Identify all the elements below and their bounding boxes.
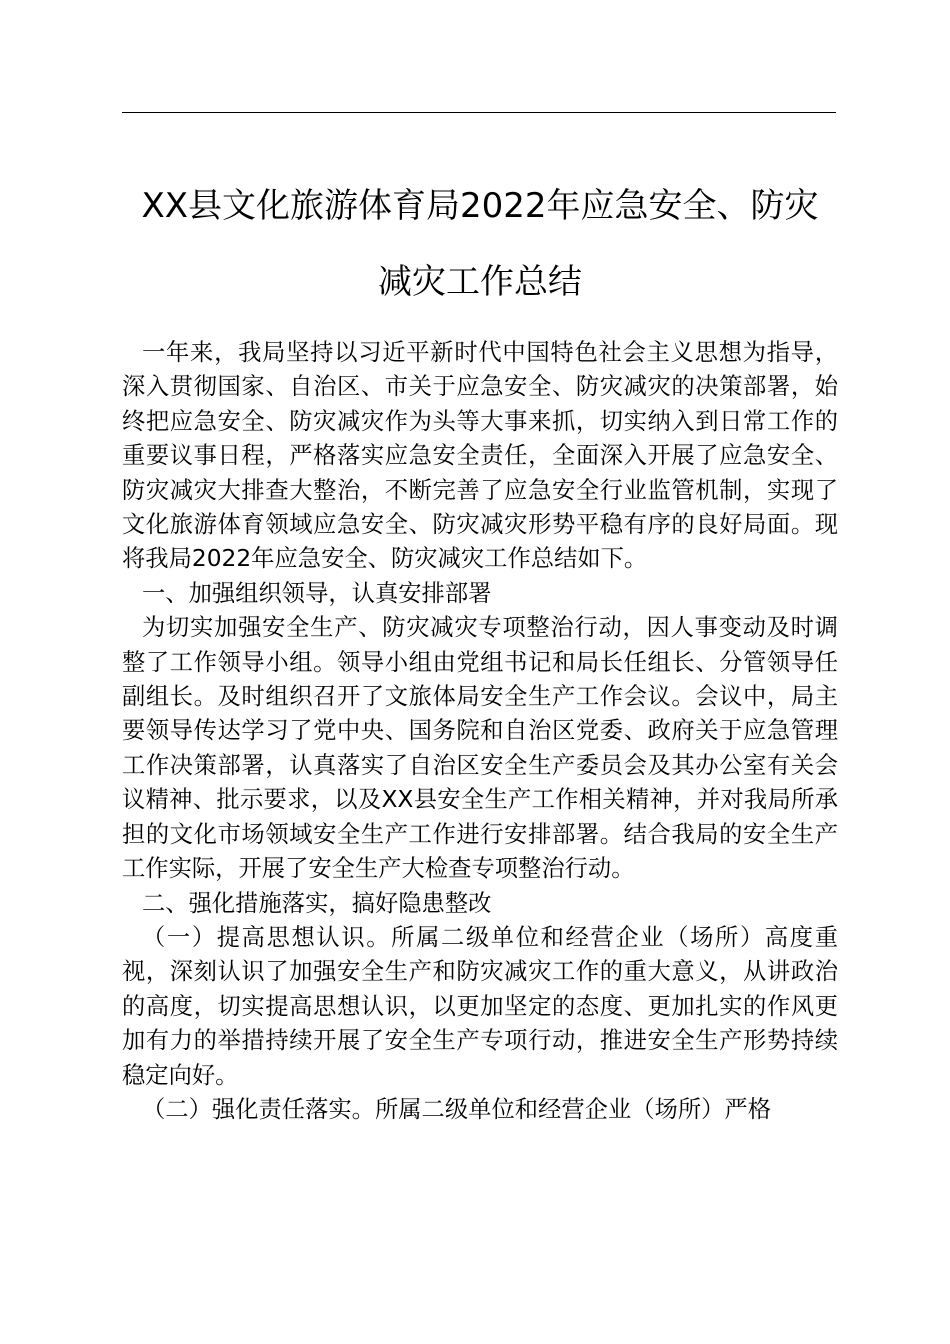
section-heading-1: 一、加强组织领导，认真安排部署 [142, 579, 492, 607]
title-line-2: 减灾工作总结 [378, 262, 582, 302]
subsection-2-paragraph: （二）强化责任落实。所属二级单位和经营企业（场所）严格 [142, 1095, 772, 1123]
title-line-1: XX县文化旅游体育局2022年应急安全、防灾 [141, 186, 819, 226]
subsection-1-paragraph: （一）提高思想认识。所属二级单位和经营企业（场所）高度重视，深刻认识了加强安全生产和防灾减灾工作的重大意义，从讲政治的高度，切实提高思想认识，以更加坚定的态度、更加扎实的作风更加有力的举措持续开展了安全生产专项行动，推进安全生产形势持续稳定向好。 [122, 923, 838, 1089]
document-body [122, 336, 838, 1127]
section-1-paragraph: 为切实加强安全生产、防灾减灾专项整治行动，因人事变动及时调整了工作领导小组。领导小组由党组书记和局长任组长、分管领导任副组长。及时组织召开了文旅体局安全生产工作会议。会议中，局主要领导传达学习了党中央、国务院和自治区党委、政府关于应急管理工作决策部署，认真落实了自治区安全生产委员会及其办公室有关会议精神、批示要求，以及XX县安全生产工作相关精神，并对我局所承担的文化市场领域安全生产工作进行安排部署。结合我局的安全生产工作实际，开展了安全生产大检查专项整治行动。 [122, 614, 838, 883]
section-heading-2: 二、强化措施落实，搞好隐患整改 [142, 889, 492, 917]
intro-paragraph: 一年来，我局坚持以习近平新时代中国特色社会主义思想为指导，深入贯彻国家、自治区、市关于应急安全、防灾减灾的决策部署，始终把应急安全、防灾减灾作为头等大事来抓，切实纳入到日常工作的重要议事日程，严格落实应急安全责任，全面深入开展了应急安全、防灾减灾大排查大整治，不断完善了应急安全行业监管机制，实现了文化旅游体育领域应急安全、防灾减灾形势平稳有序的良好局面。现将我局2022年应急安全、防灾减灾工作总结如下。 [122, 339, 838, 573]
page-title [110, 168, 850, 320]
header-rule [122, 112, 836, 113]
